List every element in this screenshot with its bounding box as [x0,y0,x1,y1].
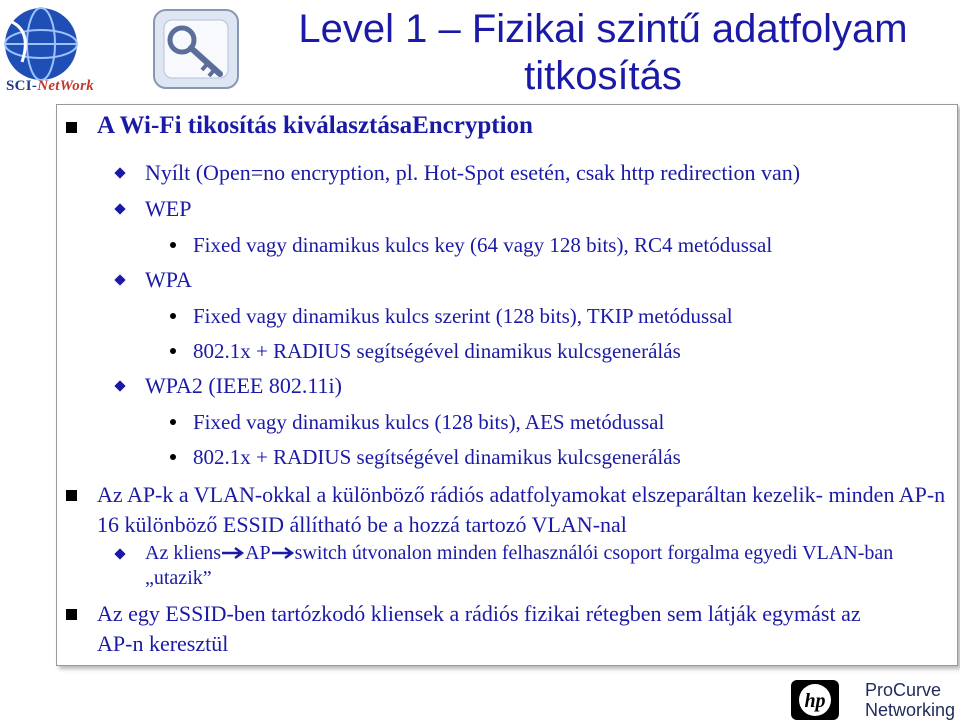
detail-wep-key: Fixed vagy dinamikus kulcs key (64 vagy 128 bits), RC4 metódussal [193,233,773,257]
sub-bullet-wpa: WPA [145,267,192,292]
square-bullet-icon [66,490,77,501]
procurve-line2: Networking [865,700,956,720]
bullet-essid-isolation: Az egy ESSID-ben tartózkodó kliensek a rádiós fizikai rétegben sem látják egymást az AP-n keresztül [97,601,861,656]
sub-bullet-wep: WEP [145,196,192,221]
square-bullet-icon [66,609,77,620]
procurve-networking-logo [865,680,955,720]
sci-network-logo [6,78,94,95]
bullet-wifi-encryption: A Wi-Fi tikosítás kiválasztásaEncryption [97,112,533,139]
bullet-vlan-separation: Az AP-k a VLAN-okkal a különböző rádiós adatfolyamokat elszeparáltan kezelik- minden AP-n 16 különböző ESSID állítható be a hozzá tartozó VLAN-nal [97,482,946,537]
dot-bullet-icon [170,419,176,425]
sub-bullet-wpa2: WPA2 (IEEE 802.11i) [145,373,342,398]
client-path-part2: AP [245,542,271,564]
logo-brand-part2: NetWork [37,78,95,94]
client-path-part1: Az kliens [145,542,222,564]
detail-wpa2-aes: Fixed vagy dinamikus kulcs (128 bits), AES metódussal [193,410,665,434]
dot-bullet-icon [170,454,176,460]
globe-logo-icon [2,2,80,84]
detail-wpa-tkip: Fixed vagy dinamikus kulcs szerint (128 bits), TKIP metódussal [193,304,733,328]
page-title: Level 1 – Fizikai szintű adatfolyam titkosítás [298,7,908,98]
right-arrow-icon [221,546,245,560]
dot-bullet-icon [170,313,176,319]
client-path-part3: switch útvonalon minden felhasználói csoport forgalma egyedi VLAN-ban „utazik” [145,542,894,589]
procurve-line1: ProCurve [865,680,942,700]
detail-wpa2-radius: 802.1x + RADIUS segítségével dinamikus kulcsgenerálás [193,445,681,469]
hp-logo-icon [791,680,839,720]
dot-bullet-icon [170,348,176,354]
right-arrow-icon [271,546,295,560]
square-bullet-icon [66,122,77,133]
key-logo-icon [150,6,242,92]
sub-bullet-client-path [145,541,925,591]
hp-mark-text: hp [804,690,826,712]
sub-bullet-open: Nyílt (Open=no encryption, pl. Hot-Spot esetén, csak http redirection van) [145,160,801,185]
detail-wpa-radius: 802.1x + RADIUS segítségével dinamikus kulcsgenerálás [193,339,681,363]
dot-bullet-icon [170,242,176,248]
logo-brand-part1: SCI- [6,78,38,94]
